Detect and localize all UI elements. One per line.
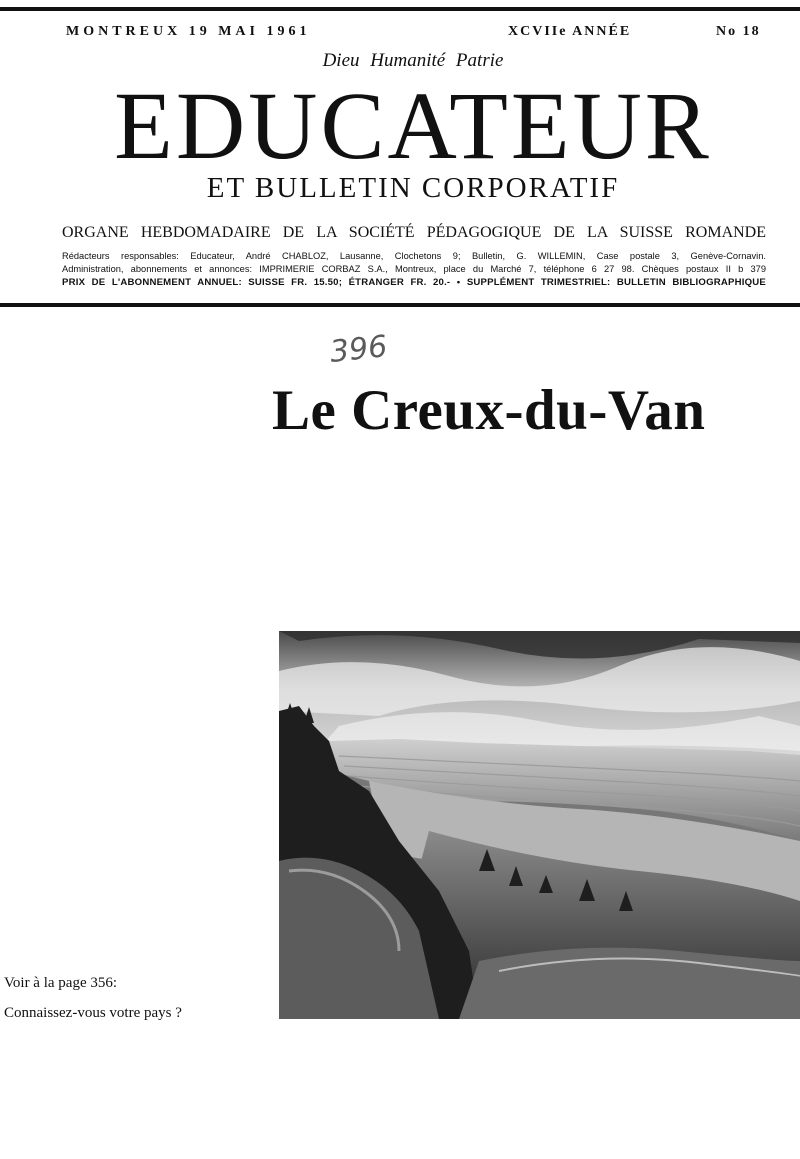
bottom-rule — [0, 303, 800, 307]
handwritten-page-number: 396 — [328, 329, 389, 370]
top-rule — [0, 7, 800, 11]
editors-line: Rédacteurs responsables: Educateur, André CHABLOZ, Lausanne, Clochetons 9; Bulletin, G. WILLEMIN, Case postale 3, Genève-Cornavin. — [62, 251, 766, 261]
dateline-issue: No 18 — [716, 24, 761, 39]
administration-line: Administration, abonnements et annonces: IMPRIMERIE CORBAZ S.A., Montreux, place du Marché 7, téléphone 6 27 98. Chèques postaux II b 379 — [62, 264, 766, 274]
creux-du-van-photo — [279, 631, 800, 1019]
feature-headline: Le Creux-du-Van — [272, 379, 706, 442]
subscription-price-line: PRIX DE L'ABONNEMENT ANNUEL: SUISSE FR. 15.50; ÉTRANGER FR. 20.- • SUPPLÉMENT TRIMESTRIEL: BULLETIN BIBLIOGRAPHIQUE — [62, 277, 766, 288]
dateline-volume: XCVIIe ANNÉE — [508, 24, 632, 39]
organ-line: ORGANE HEBDOMADAIRE DE LA SOCIÉTÉ PÉDAGOGIQUE DE LA SUISSE ROMANDE — [62, 224, 766, 241]
caption-page-reference: Voir à la page 356: — [4, 975, 118, 991]
caption-article-title: Connaissez-vous votre pays ? — [4, 1005, 182, 1021]
dateline-place-date: MONTREUX 19 MAI 1961 — [66, 24, 311, 39]
masthead-motto: Dieu Humanité Patrie — [322, 50, 504, 71]
masthead-subtitle: ET BULLETIN CORPORATIF — [206, 172, 620, 204]
masthead-title: EDUCATEUR — [114, 72, 712, 179]
